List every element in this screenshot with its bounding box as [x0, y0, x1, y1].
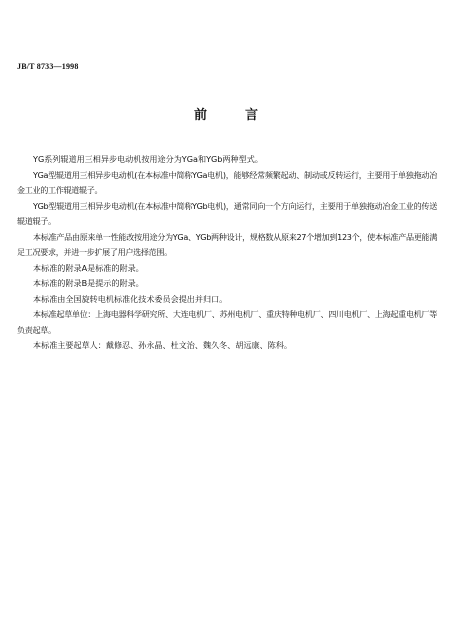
paragraph-yga-description: YGa型辊道用三相异步电动机(在本标准中简称YGa电机)，能够经常频繁起动、制动或反转运行，主要用于单独拖动冶金工业的工作辊道辊子。: [17, 169, 437, 195]
paragraph-series-types: YG系列辊道用三相异步电动机按用途分为YGa和YGb两种型式。: [33, 154, 263, 164]
paragraph-proposing-committee: 本标准由全国旋转电机标准化技术委员会提出并归口。: [33, 293, 228, 304]
paragraph-appendix-b: 本标准的附录B是提示的附录。: [33, 278, 144, 288]
foreword-body: [17, 152, 437, 354]
paragraph-design-expansion: 本标准产品由原来单一性能改按用途分为YGa、YGb两种设计，规格数从原来27个增加到123个，使本标准产品更能满足工况要求，并进一步扩展了用户选择范围。: [17, 231, 437, 257]
paragraph-drafting-units: 本标准起草单位：上海电器科学研究所、大连电机厂、苏州电机厂、重庆特种电机厂、四川电机厂、上海起重电机厂等负责起草。: [17, 309, 437, 335]
paragraph-appendix-a: 本标准的附录A是标准的附录。: [33, 262, 144, 273]
paragraph-drafters: 本标准主要起草人：戴修忍、孙永晶、杜文治、魏久冬、胡远康、陈科。: [33, 340, 293, 350]
paragraph-ygb-description: YGb型辊道用三相异步电动机(在本标准中简称YGb电机)，通常同向一个方向运行，主要用于单独拖动冶金工业的传送辊道辊子。: [17, 200, 437, 226]
standard-code: JB/T 8733—1998: [17, 62, 79, 71]
page-title: 前言: [193, 108, 296, 123]
